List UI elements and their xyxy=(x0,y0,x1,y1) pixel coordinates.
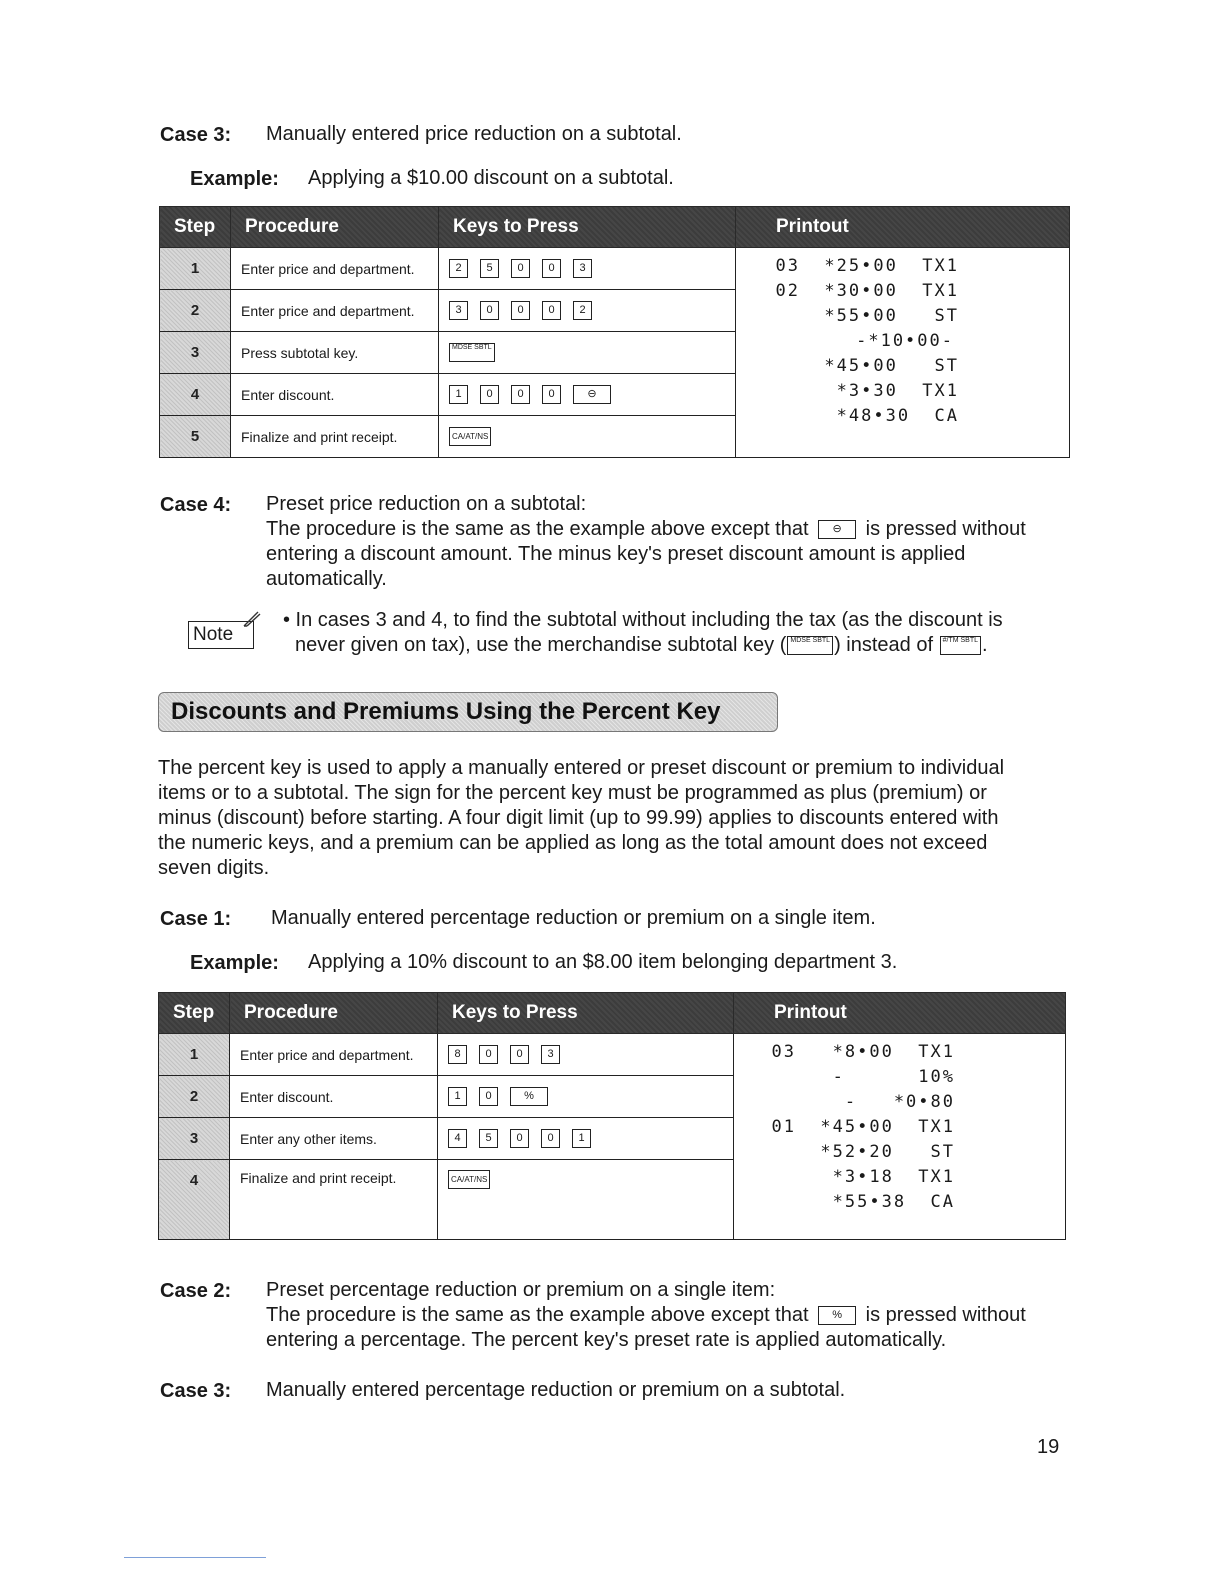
header-procedure: Procedure xyxy=(231,207,439,248)
step-number: 1 xyxy=(160,248,231,290)
key: 0 xyxy=(542,301,561,320)
note-text: never given on tax), use the merchandise subtotal key ( xyxy=(295,634,787,656)
step-number: 2 xyxy=(159,1076,230,1118)
case3-label: Case 3: xyxy=(160,124,232,146)
key: 0 xyxy=(511,301,530,320)
procedure-text: Enter discount. xyxy=(230,1076,438,1118)
steps-table-1 xyxy=(159,206,1070,458)
printout-line: 03 *25•00 TX1 xyxy=(775,256,959,276)
key: 0 xyxy=(511,259,530,278)
percent-key: % xyxy=(510,1087,548,1106)
keys-cell xyxy=(439,290,736,332)
keys-cell xyxy=(438,1076,734,1118)
note-body xyxy=(283,608,1083,658)
intro-line: the numeric keys, and a premium can be applied as long as the total amount does not exceed xyxy=(158,832,988,854)
step-number: 2 xyxy=(160,290,231,332)
header-procedure: Procedure xyxy=(230,993,438,1034)
case2-line: Preset percentage reduction or premium on a single item: xyxy=(266,1279,776,1301)
procedure-text: Enter discount. xyxy=(231,374,439,416)
printout-line: - *0•80 xyxy=(844,1092,955,1112)
printout-line: *45•00 ST xyxy=(824,356,959,376)
example2-text: Applying a 10% discount to an $8.00 item belonging department 3. xyxy=(308,951,898,973)
procedure-text: Enter any other items. xyxy=(230,1118,438,1160)
case1-text: Manually entered percentage reduction or premium on a single item. xyxy=(271,907,876,929)
key: 5 xyxy=(480,259,499,278)
case4-body xyxy=(266,492,1086,592)
step-number: 4 xyxy=(159,1160,230,1240)
printout-cell xyxy=(734,1034,1066,1240)
department-key: 1 xyxy=(572,1129,591,1148)
keys-cell xyxy=(439,416,736,458)
procedure-text: Enter price and department. xyxy=(231,290,439,332)
case4-text: is pressed without xyxy=(865,518,1026,540)
case4-text: The procedure is the same as the example above except that xyxy=(266,518,809,540)
key: 0 xyxy=(541,1129,560,1148)
case2-body xyxy=(266,1278,1086,1353)
case4-line xyxy=(266,517,1086,542)
key: 1 xyxy=(448,1087,467,1106)
key: 0 xyxy=(542,385,561,404)
section-title: Discounts and Premiums Using the Percent Key xyxy=(158,692,778,732)
intro-line: minus (discount) before starting. A four digit limit (up to 99.99) applies to discounts entered with xyxy=(158,807,999,829)
step-number: 4 xyxy=(160,374,231,416)
printout-line: *52•20 ST xyxy=(820,1142,955,1162)
pencil-icon xyxy=(240,606,264,630)
case4-line: Preset price reduction on a subtotal: xyxy=(266,493,587,515)
intro-paragraph xyxy=(158,756,1078,881)
key: 4 xyxy=(448,1129,467,1148)
steps-table-2 xyxy=(158,992,1066,1240)
printout-line: 02 *30•00 TX1 xyxy=(775,281,959,301)
note-label: Note xyxy=(193,624,234,645)
case4-line: automatically. xyxy=(266,568,387,590)
key: 0 xyxy=(510,1045,529,1064)
printout-line: *55•00 ST xyxy=(824,306,959,326)
printout-line: *3•18 TX1 xyxy=(832,1167,955,1187)
keys-cell xyxy=(438,1160,734,1240)
procedure-text: Finalize and print receipt. xyxy=(231,416,439,458)
procedure-text: Enter price and department. xyxy=(230,1034,438,1076)
tm-subtotal-key: #/TM SBTL xyxy=(940,636,981,655)
printout-cell xyxy=(736,248,1070,458)
key: 3 xyxy=(449,301,468,320)
mdse-subtotal-key: MDSE SBTL xyxy=(787,636,833,655)
step-number: 3 xyxy=(160,332,231,374)
header-keys: Keys to Press xyxy=(438,993,734,1034)
cash-key: CA/AT/NS xyxy=(449,427,491,446)
note-line xyxy=(283,633,1083,658)
case3b-label: Case 3: xyxy=(160,1380,232,1402)
minus-key: ⊖ xyxy=(818,520,856,539)
intro-line: The percent key is used to apply a manually entered or preset discount or premium to individual xyxy=(158,757,1005,779)
page-number: 19 xyxy=(1037,1436,1060,1458)
note-line: • In cases 3 and 4, to find the subtotal without including the tax (as the discount is xyxy=(283,609,1003,631)
key: 0 xyxy=(511,385,530,404)
header-step: Step xyxy=(159,993,230,1034)
keys-cell xyxy=(439,332,736,374)
case2-text: is pressed without xyxy=(865,1304,1026,1326)
example2-label: Example: xyxy=(190,952,279,974)
cash-key: CA/AT/NS xyxy=(448,1170,490,1189)
header-keys: Keys to Press xyxy=(439,207,736,248)
key: 0 xyxy=(510,1129,529,1148)
case4-line: entering a discount amount. The minus key's preset discount amount is applied xyxy=(266,543,966,565)
note-text: ) instead of xyxy=(834,634,934,656)
printout-line: 01 *45•00 TX1 xyxy=(771,1117,955,1137)
keys-cell xyxy=(438,1118,734,1160)
key: 1 xyxy=(449,385,468,404)
procedure-text: Press subtotal key. xyxy=(231,332,439,374)
printout-line: 03 *8•00 TX1 xyxy=(771,1042,955,1062)
intro-line: items or to a subtotal. The sign for the percent key must be programmed as plus (premium) or xyxy=(158,782,987,804)
department-key: 3 xyxy=(573,259,592,278)
key: 0 xyxy=(480,385,499,404)
printout-line: *55•38 CA xyxy=(832,1192,955,1212)
header-printout: Printout xyxy=(734,993,1066,1034)
key: 8 xyxy=(448,1045,467,1064)
mdse-subtotal-key: MDSE SBTL xyxy=(449,343,495,362)
procedure-text: Finalize and print receipt. xyxy=(230,1160,438,1240)
step-number: 3 xyxy=(159,1118,230,1160)
printout-line: - 10% xyxy=(832,1067,955,1087)
case2-text: The procedure is the same as the example above except that xyxy=(266,1304,809,1326)
header-printout: Printout xyxy=(736,207,1070,248)
keys-cell xyxy=(439,248,736,290)
case3b-text: Manually entered percentage reduction or premium on a subtotal. xyxy=(266,1379,846,1401)
procedure-text: Enter price and department. xyxy=(231,248,439,290)
case2-line: entering a percentage. The percent key's preset rate is applied automatically. xyxy=(266,1329,947,1351)
key: 0 xyxy=(479,1087,498,1106)
key: 0 xyxy=(542,259,561,278)
example1-text: Applying a $10.00 discount on a subtotal. xyxy=(308,167,674,189)
key: 5 xyxy=(479,1129,498,1148)
minus-key: ⊖ xyxy=(573,385,611,404)
printout-line: *48•30 CA xyxy=(836,406,959,426)
department-key: 3 xyxy=(541,1045,560,1064)
percent-key: % xyxy=(818,1306,856,1325)
case2-label: Case 2: xyxy=(160,1280,232,1302)
header-step: Step xyxy=(160,207,231,248)
keys-cell xyxy=(438,1034,734,1076)
keys-cell xyxy=(439,374,736,416)
department-key: 2 xyxy=(573,301,592,320)
key: 0 xyxy=(479,1045,498,1064)
case4-label: Case 4: xyxy=(160,494,232,516)
printout-line: *3•30 TX1 xyxy=(836,381,959,401)
intro-line: seven digits. xyxy=(158,857,270,879)
step-number: 5 xyxy=(160,416,231,458)
case2-line xyxy=(266,1303,1086,1328)
footer-rule xyxy=(124,1557,266,1558)
case1-label: Case 1: xyxy=(160,908,232,930)
example1-label: Example: xyxy=(190,168,279,190)
key: 2 xyxy=(449,259,468,278)
key: 0 xyxy=(480,301,499,320)
case3-text: Manually entered price reduction on a subtotal. xyxy=(266,123,682,145)
printout-line: -*10•00- xyxy=(856,331,954,351)
note-text: . xyxy=(982,634,988,656)
step-number: 1 xyxy=(159,1034,230,1076)
